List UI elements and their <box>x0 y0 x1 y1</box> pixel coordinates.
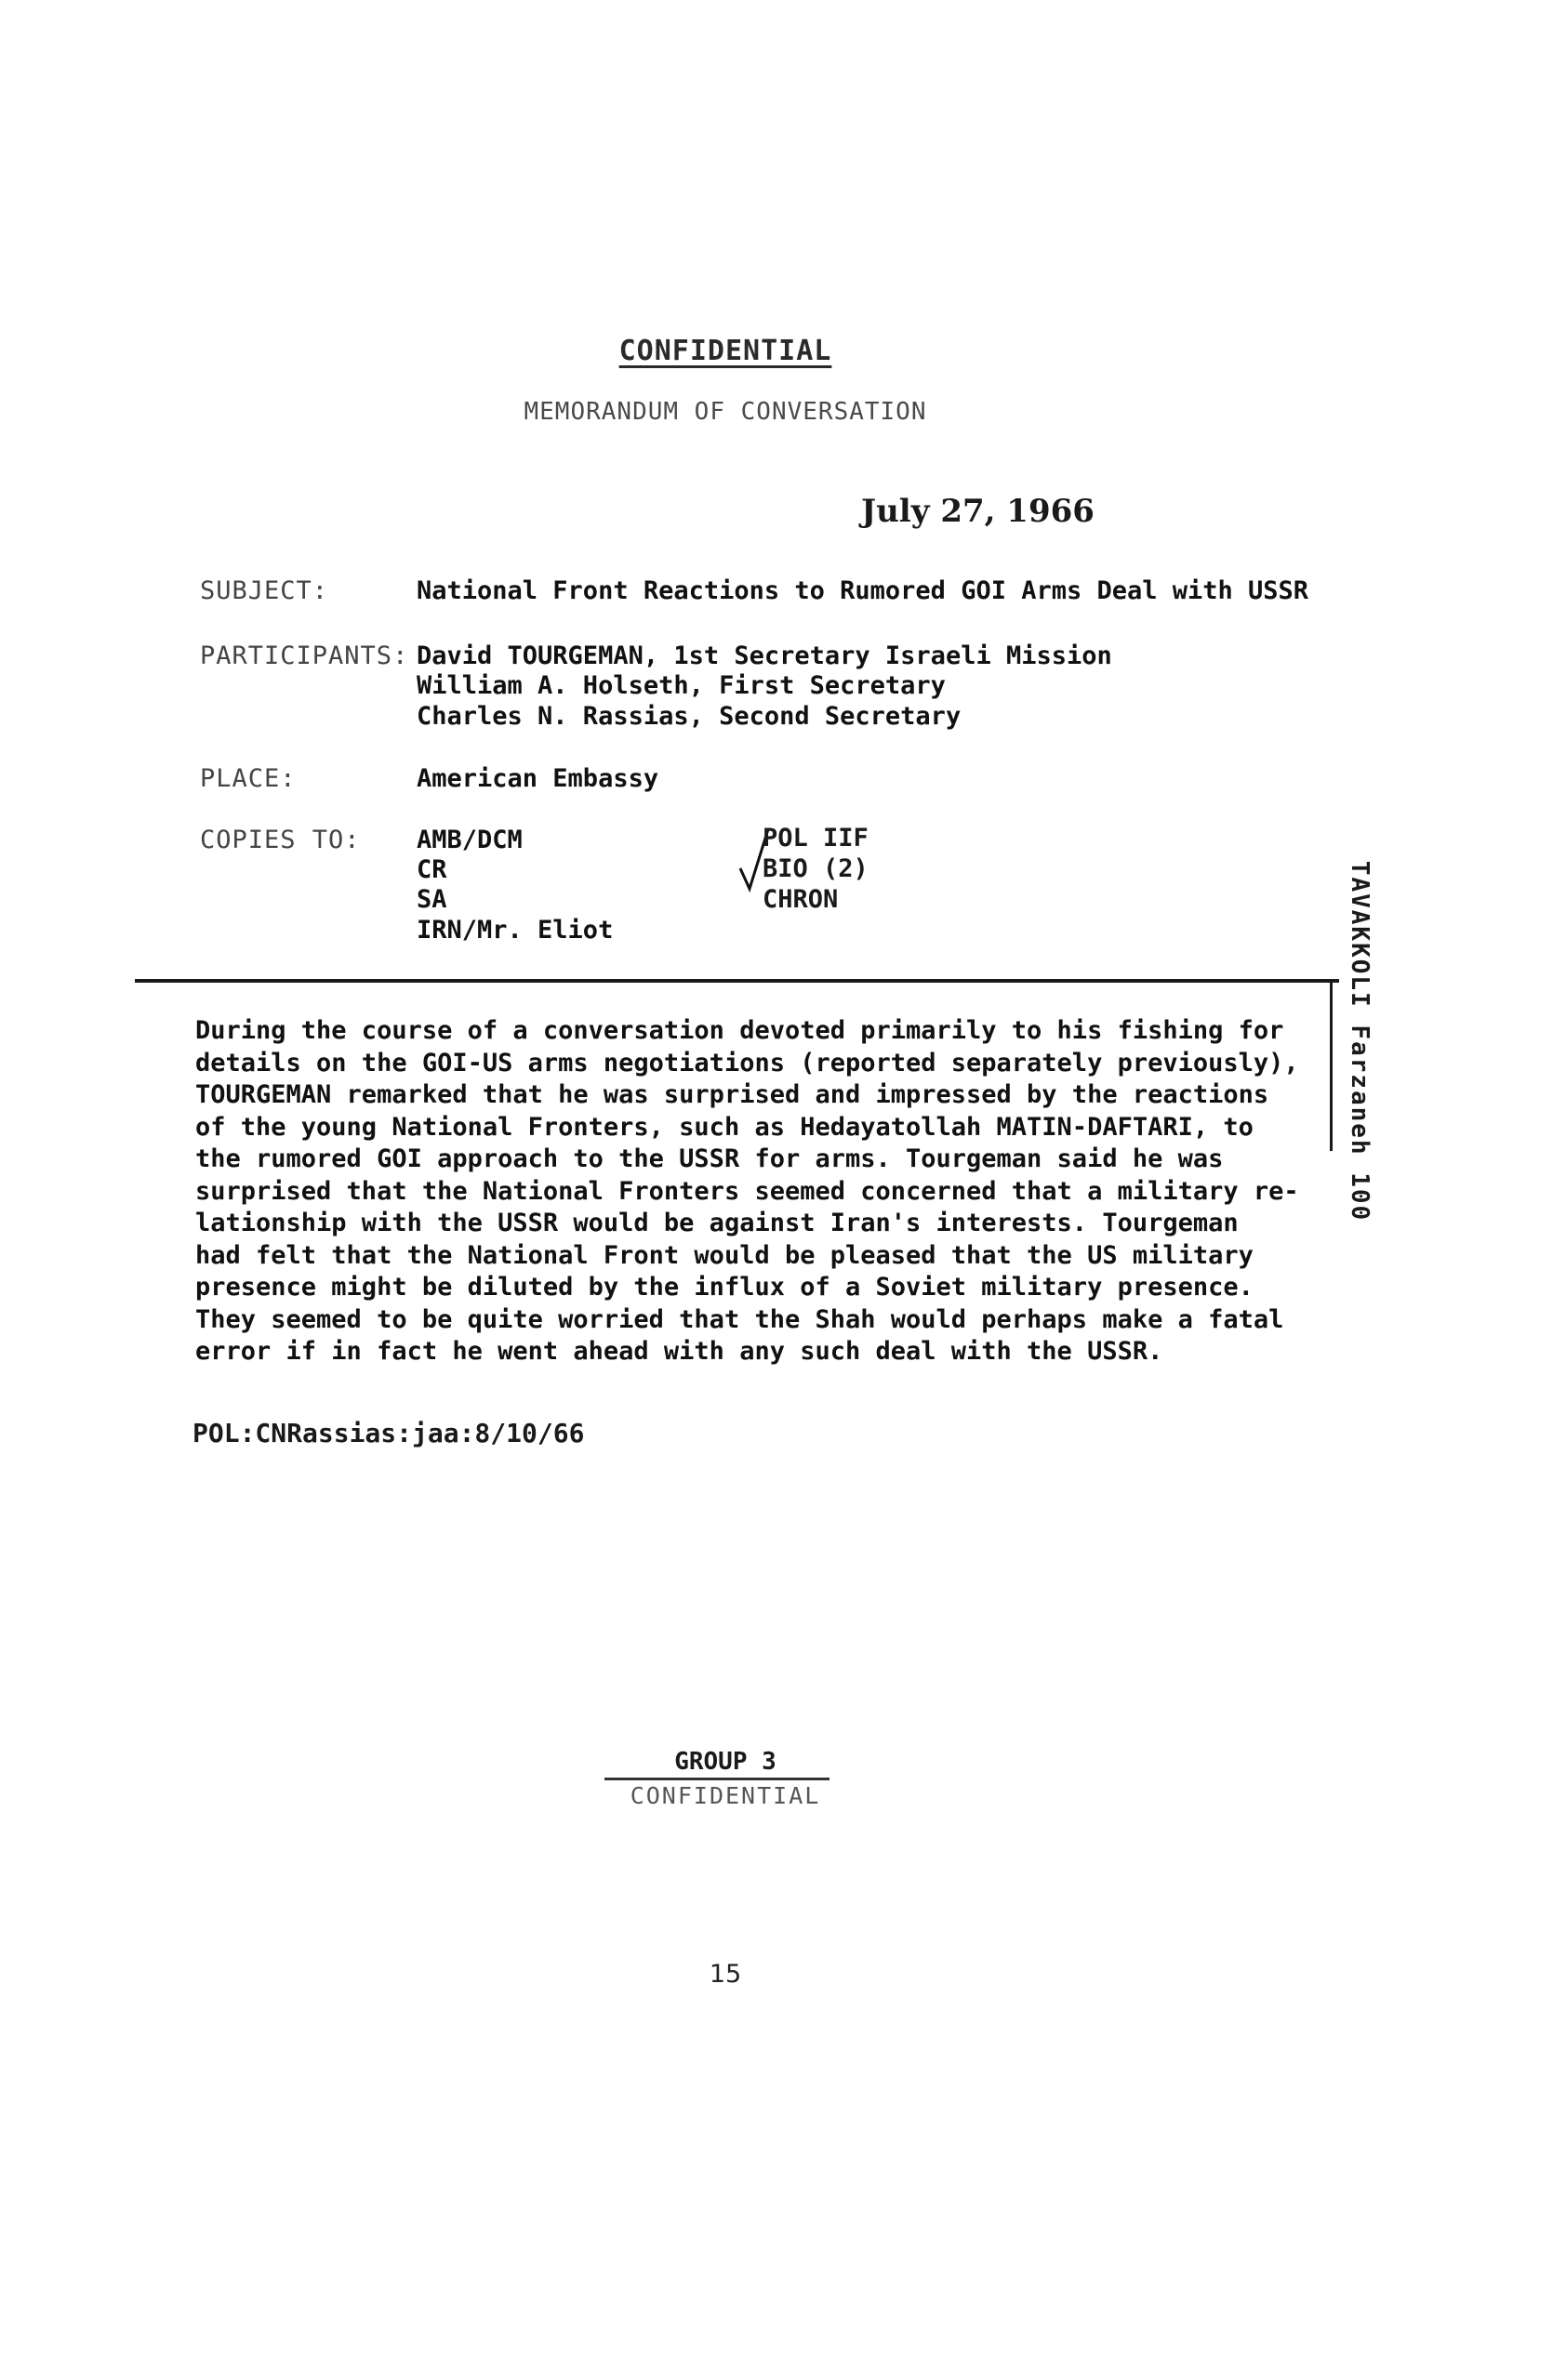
group-marking: GROUP 3 <box>674 1748 776 1776</box>
copies-column-2 <box>763 823 869 915</box>
classification-header: CONFIDENTIAL <box>618 335 832 367</box>
body-line: of the young National Fronters, such as Hedayatollah MATIN-DAFTARI, to <box>195 1112 1254 1142</box>
participant-line: David TOURGEMAN, 1st Secretary Israeli Mission <box>417 641 1112 670</box>
body-line: presence might be diluted by the influx of a Soviet military presence. <box>195 1273 1254 1302</box>
group-divider <box>604 1778 829 1780</box>
copies-item: BIO (2) <box>763 854 869 883</box>
body-line: details on the GOI-US arms negotiations (reported separately previously), <box>195 1048 1299 1078</box>
classification-footer: CONFIDENTIAL <box>630 1782 821 1809</box>
body-line: surprised that the National Fronters seemed concerned that a military re- <box>195 1176 1299 1206</box>
place-label: PLACE: <box>200 764 297 793</box>
drafter-line: POL:CNRassias:jaa:8/10/66 <box>192 1418 585 1448</box>
participant-line: Charles N. Rassias, Second Secretary <box>417 702 962 731</box>
document-title: MEMORANDUM OF CONVERSATION <box>524 398 927 426</box>
copies-label: COPIES TO: <box>200 826 361 854</box>
participants-label: PARTICIPANTS: <box>200 641 409 670</box>
page-number: 15 <box>709 1960 742 1989</box>
body-line: had felt that the National Front would be pleased that the US military <box>195 1240 1254 1270</box>
body-line: error if in fact he went ahead with any such deal with the USSR. <box>195 1337 1163 1366</box>
body-line: lationship with the USSR would be against Iran's interests. Tourgeman <box>195 1209 1239 1237</box>
subject-value: National Front Reactions to Rumored GOI Arms Deal with USSR <box>417 576 1309 605</box>
document-date: July 27, 1966 <box>861 493 1095 530</box>
copies-item: AMB/DCM <box>417 826 523 854</box>
marginal-note <box>1339 860 1380 1223</box>
body-line: the rumored GOI approach to the USSR for arms. Tourgeman said he was <box>195 1144 1224 1173</box>
body-line: TOURGEMAN remarked that he was surprised and impressed by the reactions <box>195 1080 1269 1109</box>
place-value: American Embassy <box>417 764 659 793</box>
subject-label: SUBJECT: <box>200 576 329 605</box>
body-line: They seemed to be quite worried that the Shah would perhaps make a fatal <box>195 1304 1284 1334</box>
body-line: During the course of a conversation devoted primarily to his fishing for <box>195 1016 1284 1045</box>
copies-item: SA <box>417 885 447 914</box>
participant-line: William A. Holseth, First Secretary <box>417 671 946 700</box>
header-divider <box>135 979 1339 983</box>
marginal-note-text: TAVAKKOLI Farzaneh 100 <box>1346 860 1374 1223</box>
copies-item: CHRON <box>763 885 839 914</box>
body-paragraph <box>195 1015 1339 1368</box>
copies-item: CR <box>417 855 447 884</box>
copies-item: IRN/Mr. Eliot <box>417 916 614 945</box>
copies-item: POL IIF <box>763 824 869 853</box>
